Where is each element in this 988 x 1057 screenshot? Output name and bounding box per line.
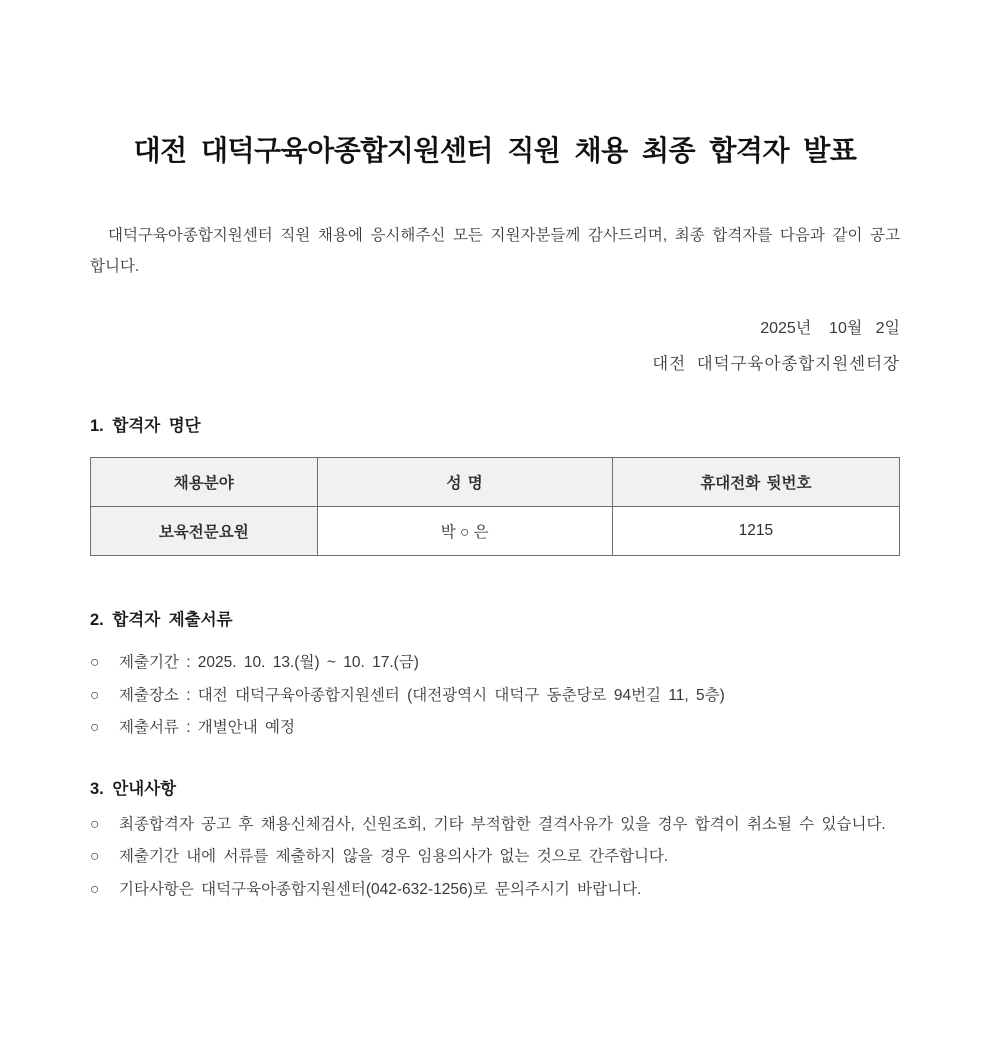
circle-bullet-icon: ○ — [90, 815, 100, 833]
intro-paragraph: 대덕구육아종합지원센터 직원 채용에 응시해주신 모든 지원자분들께 감사드리며, 최종 합격자를 다음과 같이 공고합니다. — [90, 227, 900, 275]
list-item-no-submission-notice — [90, 841, 900, 874]
signature-line: 대전 대덕구육아종합지원센터장 — [652, 355, 900, 373]
list-item-text: 제출서류 : 개별안내 예정 — [119, 719, 295, 736]
list-item-submission-docs — [90, 712, 900, 745]
list-item-text: 제출장소 : 대전 대덕구육아종합지원센터 (대전광역시 대덕구 동춘당로 94번길 11, 5층) — [119, 686, 725, 704]
header-phone-last-digits: 휴대전화 뒷번호 — [612, 458, 899, 507]
circle-bullet-icon: ○ — [90, 848, 100, 865]
table-header-row — [91, 458, 900, 507]
list-item-submission-period — [90, 647, 900, 680]
successful-candidates-table — [90, 457, 900, 556]
circle-bullet-icon: ○ — [90, 686, 100, 704]
list-item-text: 제출기간 : 2025. 10. 13.(월) ~ 10. 17.(금) — [119, 654, 419, 671]
circle-bullet-icon: ○ — [90, 719, 100, 736]
list-item-disqualification-notice — [90, 809, 900, 842]
cell-recruitment-field: 보육전문요원 — [91, 507, 318, 556]
list-item-submission-place — [90, 680, 900, 713]
section2-heading: 2. 합격자 제출서류 — [90, 611, 233, 629]
cell-phone-last-digits: 1215 — [612, 507, 899, 556]
list-item-contact-info — [90, 874, 900, 907]
list-item-text: 기타사항은 대덕구육아종합지원센터(042-632-1256)로 문의주시기 바랍니다. — [119, 880, 642, 898]
table-row — [91, 507, 900, 556]
circle-bullet-icon: ○ — [90, 654, 100, 671]
list-item-text: 제출기간 내에 서류를 제출하지 않을 경우 임용의사가 없는 것으로 간주합니다. — [119, 848, 669, 865]
section1-heading: 1. 합격자 명단 — [90, 417, 201, 435]
list-item-text: 최종합격자 공고 후 채용신체검사, 신원조회, 기타 부적합한 결격사유가 있을 경우 합격이 취소될 수 있습니다. — [119, 815, 886, 833]
section3-list — [90, 809, 900, 907]
circle-bullet-icon: ○ — [90, 880, 100, 898]
cell-name: 박 ○ 은 — [317, 507, 612, 556]
section3-heading: 3. 안내사항 — [90, 779, 177, 798]
section2-list — [90, 647, 900, 745]
header-name: 성 명 — [317, 458, 612, 507]
header-recruitment-field: 채용분야 — [91, 458, 318, 507]
page-title: 대전 대덕구육아종합지원센터 직원 채용 최종 합격자 발표 — [133, 135, 857, 166]
announcement-date: 2025년 10월 2일 — [760, 320, 900, 337]
